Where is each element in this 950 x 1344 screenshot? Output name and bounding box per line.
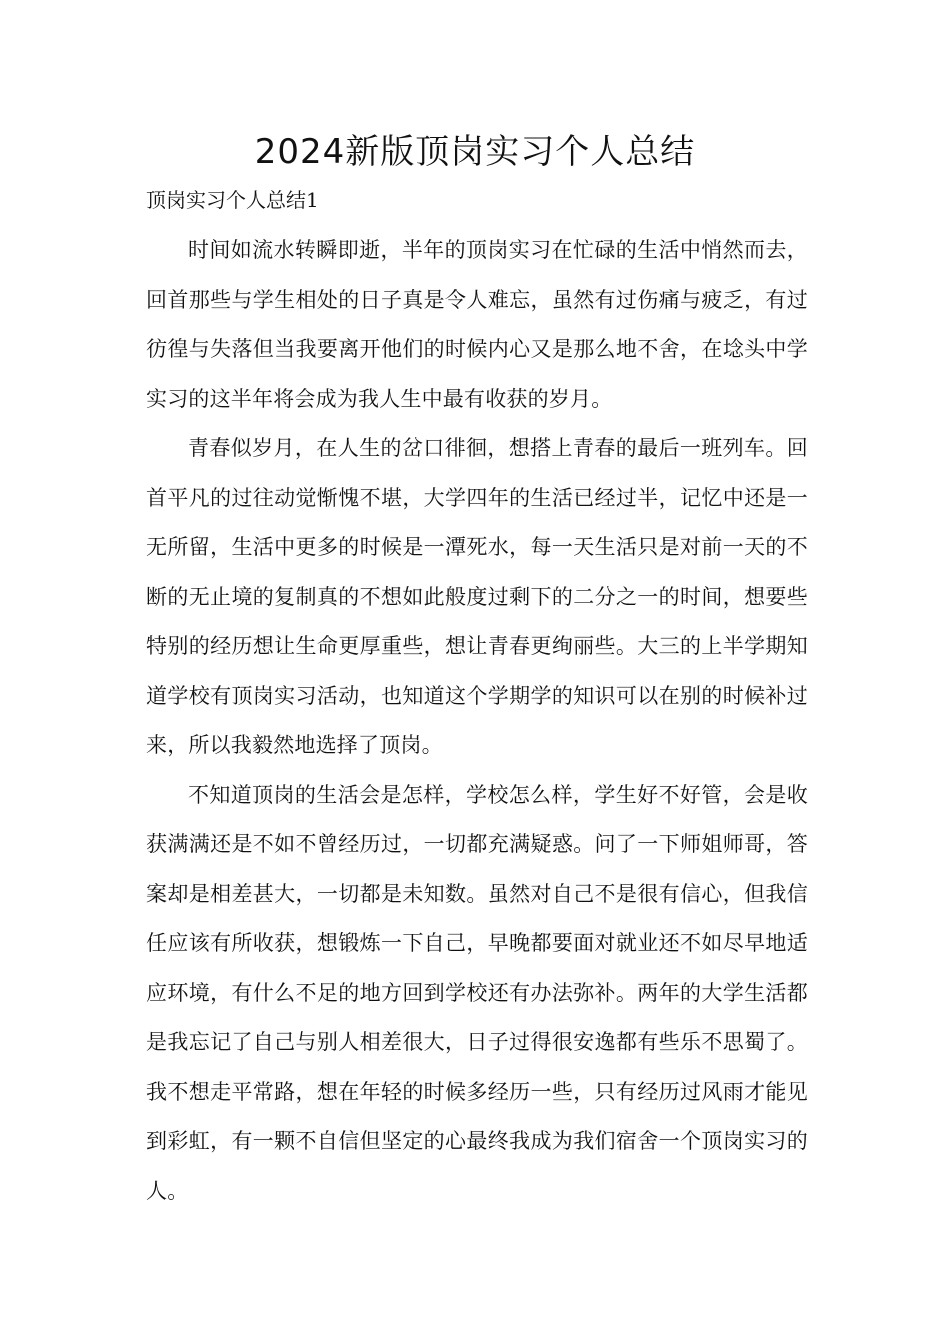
paragraph: 不知道顶岗的生活会是怎样，学校怎么样，学生好不好管，会是收获满满还是不如不曾经历过，一切都充满疑惑。问了一下师姐师哥，答案却是相差甚大，一切都是未知数。虽然对自己不是很有信心，但我信任应该有所收获，想锻炼一下自己，早晚都要面对就业还不如尽早地适应环境，有什么不足的地方回到学校还有办法弥补。两年的大学生活都是我忘记了自己与别人相差很大，日子过得很安逸都有些乐不思蜀了。我不想走平常路，想在年轻的时候多经历一些，只有经历过风雨才能见到彩虹，有一颗不自信但坚定的心最终我成为我们宿舍一个顶岗实习的人。 — [146, 782, 808, 1203]
section-subtitle: 顶岗实习个人总结1 — [146, 188, 319, 212]
document-body — [146, 226, 808, 1216]
paragraph: 时间如流水转瞬即逝，半年的顶岗实习在忙碌的生活中悄然而去，回首那些与学生相处的日子真是令人难忘，虽然有过伤痛与疲乏，有过彷徨与失落但当我要离开他们的时候内心又是那么地不舍，在埝头中学实习的这半年将会成为我人生中最有收获的岁月。 — [146, 238, 808, 411]
document-title: 2024新版顶岗实习个人总结 — [254, 132, 696, 172]
paragraph: 青春似岁月，在人生的岔口徘徊，想搭上青春的最后一班列车。回首平凡的过往动觉惭愧不堪，大学四年的生活已经过半，记忆中还是一无所留，生活中更多的时候是一潭死水，每一天生活只是对前一天的不断的无止境的复制真的不想如此般度过剩下的二分之一的时间，想要些特别的经历想让生命更厚重些，想让青春更绚丽些。大三的上半学期知道学校有顶岗实习活动，也知道这个学期学的知识可以在别的时候补过来，所以我毅然地选择了顶岗。 — [146, 436, 808, 757]
